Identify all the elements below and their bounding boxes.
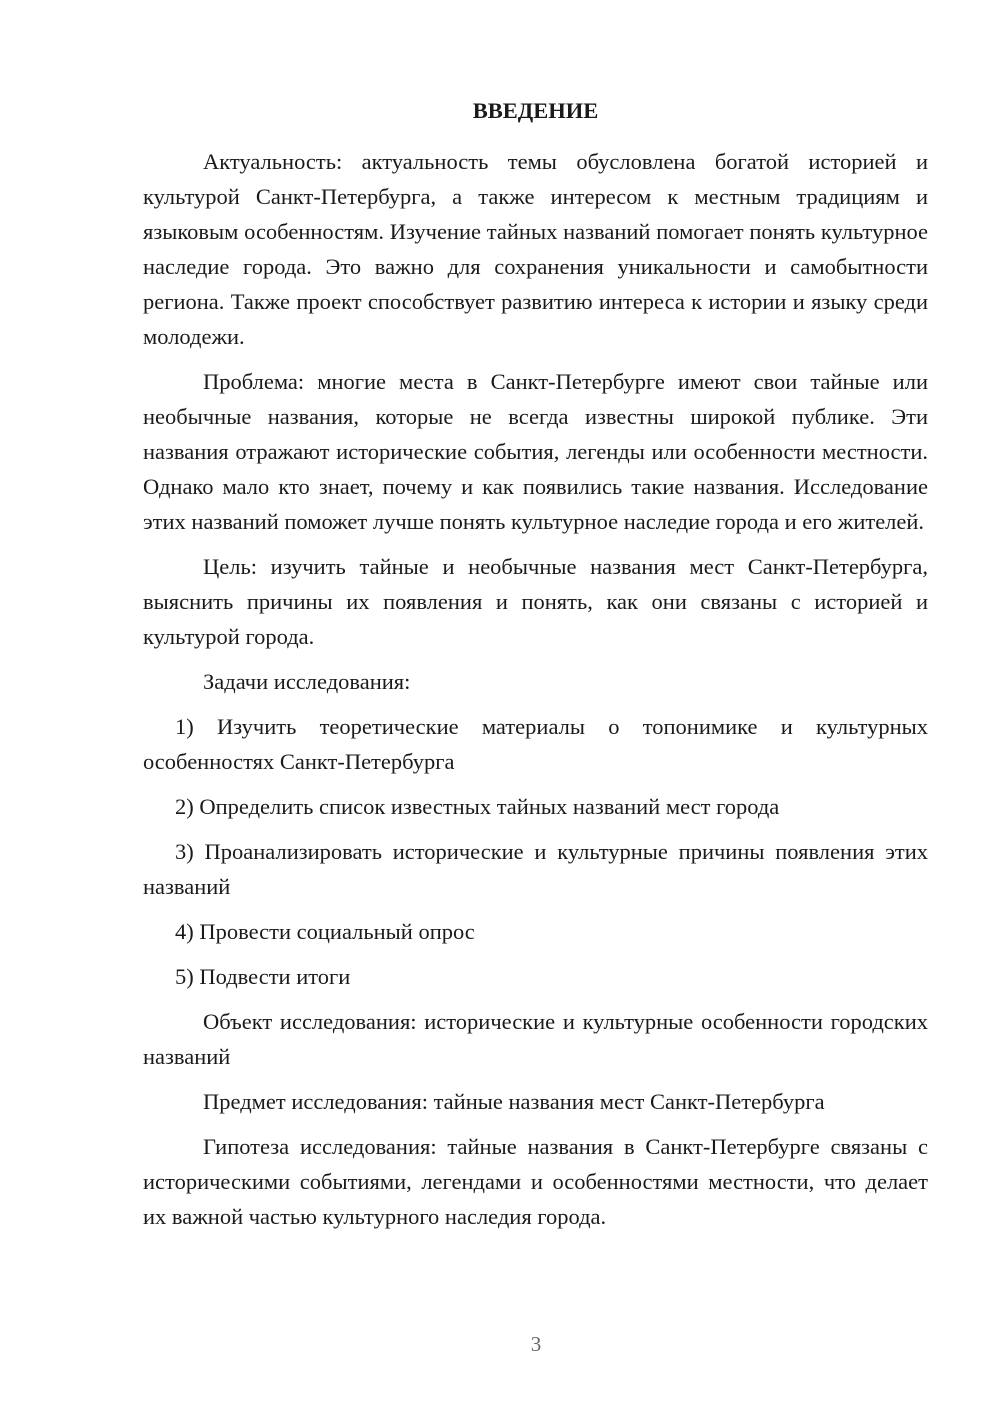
task-item-4: 4) Провести социальный опрос — [175, 919, 475, 944]
problem-paragraph: Проблема: многие места в Санкт-Петербурге имеют свои тайные или необычные названия, которые не всегда известны широкой публике. Эти названия отражают исторические события, легенды или особенности местности. Однако мало кто знает, почему и как появились такие названия. Исследование этих названий поможет лучше понять культурное наследие города и его жителей. — [143, 369, 928, 534]
object-paragraph: Объект исследования: исторические и культурные особенности городских названий — [143, 1009, 928, 1069]
task-item-5: 5) Подвести итоги — [175, 964, 351, 989]
relevance-paragraph: Актуальность: актуальность темы обусловлена богатой историей и культурой Санкт-Петербурга, а также интересом к местным традициям и языковым особенностям. Изучение тайных названий помогает понять культурное наследие города. Это важно для сохранения уникальности и самобытности региона. Также проект способствует развитию интереса к истории и языку среди молодежи. — [143, 149, 928, 349]
subject-paragraph: Предмет исследования: тайные названия мест Санкт-Петербурга — [203, 1089, 825, 1114]
hypothesis-paragraph: Гипотеза исследования: тайные названия в Санкт-Петербурге связаны с историческими событиями, легендами и особенностями местности, что делает их важной частью культурного наследия города. — [143, 1134, 928, 1229]
task-item-1: 1) Изучить теоретические материалы о топонимике и культурных особенностях Санкт-Петербурга — [143, 714, 928, 774]
task-item-2: 2) Определить список известных тайных названий мест города — [175, 794, 780, 819]
page-number: 3 — [530, 1332, 542, 1356]
section-heading: ВВЕДЕНИЕ — [472, 98, 599, 123]
task-item-3: 3) Проанализировать исторические и культурные причины появления этих названий — [143, 839, 928, 899]
tasks-heading: Задачи исследования: — [203, 669, 411, 694]
goal-paragraph: Цель: изучить тайные и необычные названия мест Санкт-Петербурга, выяснить причины их появления и понять, как они связаны с историей и культурой города. — [143, 554, 928, 649]
page-content — [143, 93, 928, 1234]
